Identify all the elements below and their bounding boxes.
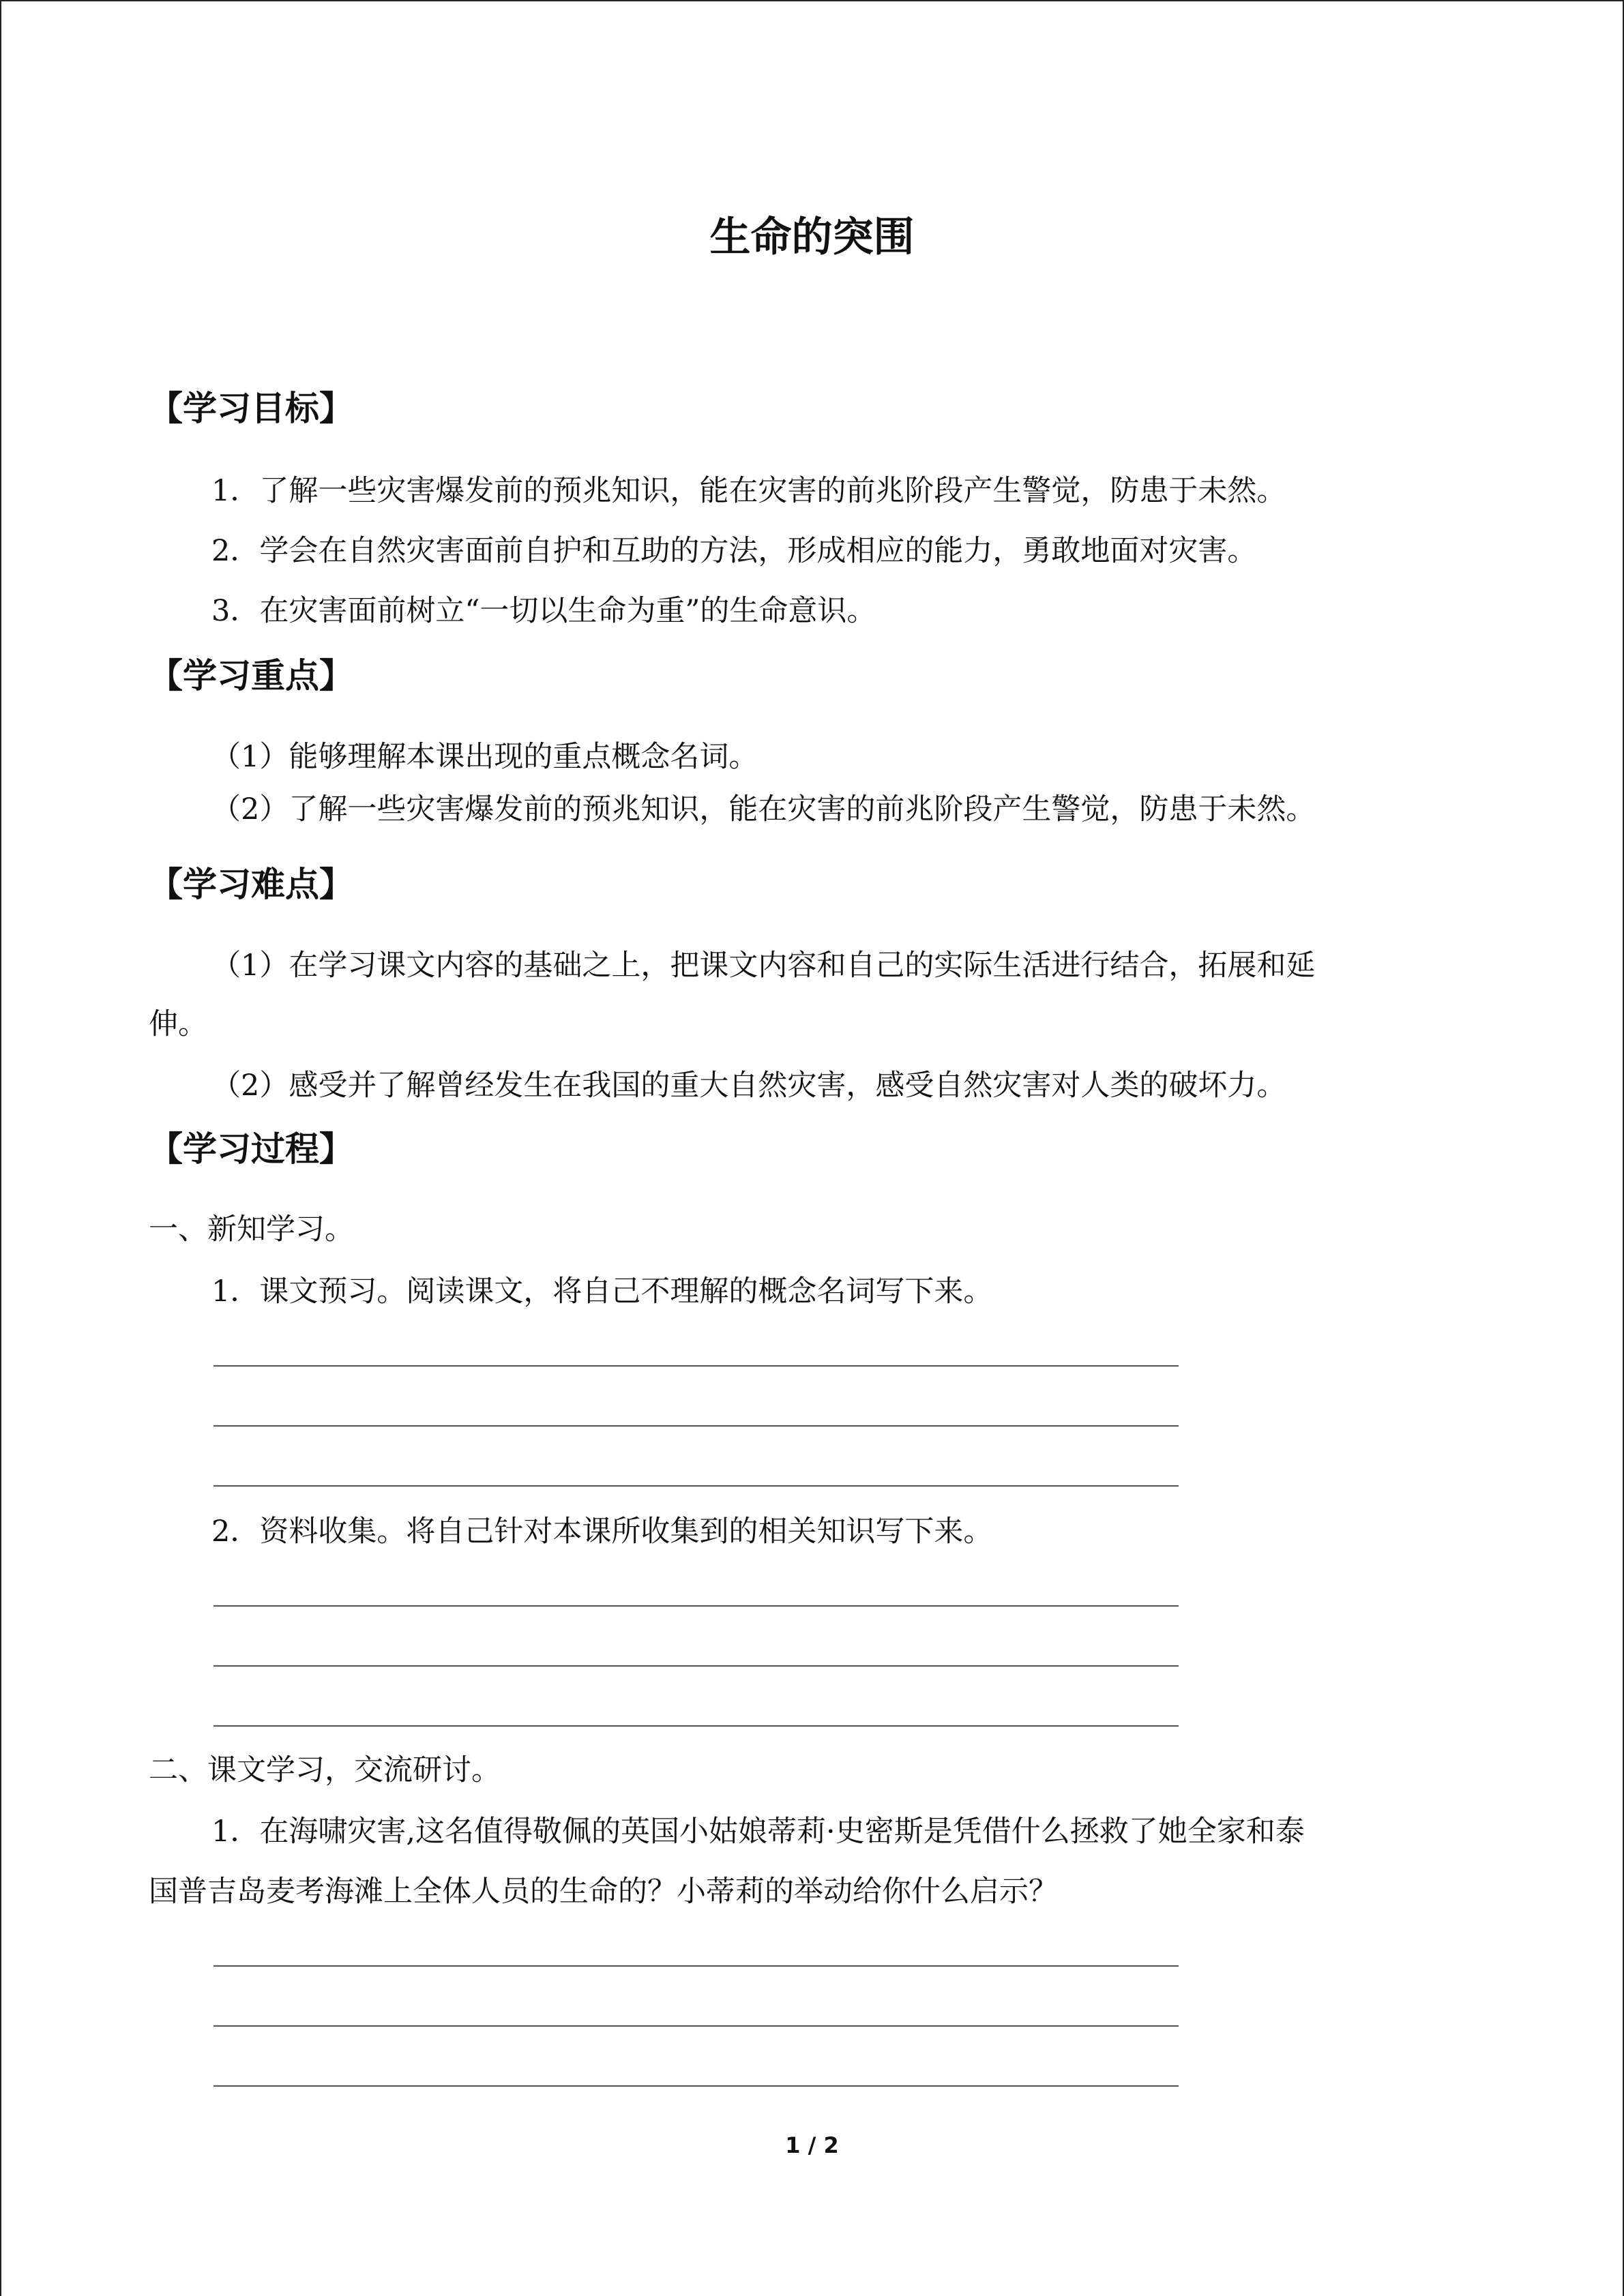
answer-line[interactable] [213,2085,1179,2087]
objective-item-3: 3．在灾害面前树立“一切以生命为重”的生命意识。 [211,594,876,628]
difficulty-item-1-line-1: （1）在学习课文内容的基础之上，把课文内容和自己的实际生活进行结合，拓展和延 [211,949,1316,983]
answer-line[interactable] [213,1365,1179,1367]
process-heading: 【学习过程】 [149,1129,353,1169]
key-points-heading: 【学习重点】 [149,656,353,696]
objective-item-1: 1．了解一些灾害爆发前的预兆知识，能在灾害的前兆阶段产生警觉，防患于未然。 [211,474,1286,508]
answer-line[interactable] [213,1665,1179,1667]
key-point-item-1: （1）能够理解本课出现的重点概念名词。 [211,740,758,774]
page-number: 1 / 2 [785,2132,839,2158]
page-border-top [0,0,1624,1]
part1-question-1: 1．课文预习。阅读课文，将自己不理解的概念名词写下来。 [211,1274,993,1309]
page-title: 生命的突围 [709,213,915,261]
answer-line[interactable] [213,1965,1179,1967]
part2-question-1-line-2: 国普吉岛麦考海滩上全体人员的生命的？小蒂莉的举动给你什么启示？ [149,1875,1058,1909]
answer-line[interactable] [213,1425,1179,1427]
difficulties-heading: 【学习难点】 [149,865,353,904]
part2-question-1-line-1: 1．在海啸灾害,这名值得敬佩的英国小姑娘蒂莉·史密斯是凭借什么拯救了她全家和泰 [211,1815,1305,1849]
answer-line[interactable] [213,2025,1179,2027]
objective-item-2: 2．学会在自然灾害面前自护和互助的方法，形成相应的能力，勇敢地面对灾害。 [211,534,1257,568]
objectives-heading: 【学习目标】 [149,389,353,428]
part1-question-2: 2．资料收集。将自己针对本课所收集到的相关知识写下来。 [211,1515,993,1549]
part2-label: 二、课文学习，交流研讨。 [149,1753,501,1787]
part1-label: 一、新知学习。 [149,1212,354,1247]
answer-line[interactable] [213,1605,1179,1607]
answer-line[interactable] [213,1485,1179,1487]
difficulty-item-1-line-2: 伸。 [149,1007,207,1041]
key-point-item-2: （2）了解一些灾害爆发前的预兆知识，能在灾害的前兆阶段产生警觉，防患于未然。 [211,792,1316,826]
page-border-left [0,0,1,2296]
difficulty-item-2: （2）感受并了解曾经发生在我国的重大自然灾害，感受自然灾害对人类的破坏力。 [211,1069,1286,1103]
answer-line[interactable] [213,1725,1179,1727]
